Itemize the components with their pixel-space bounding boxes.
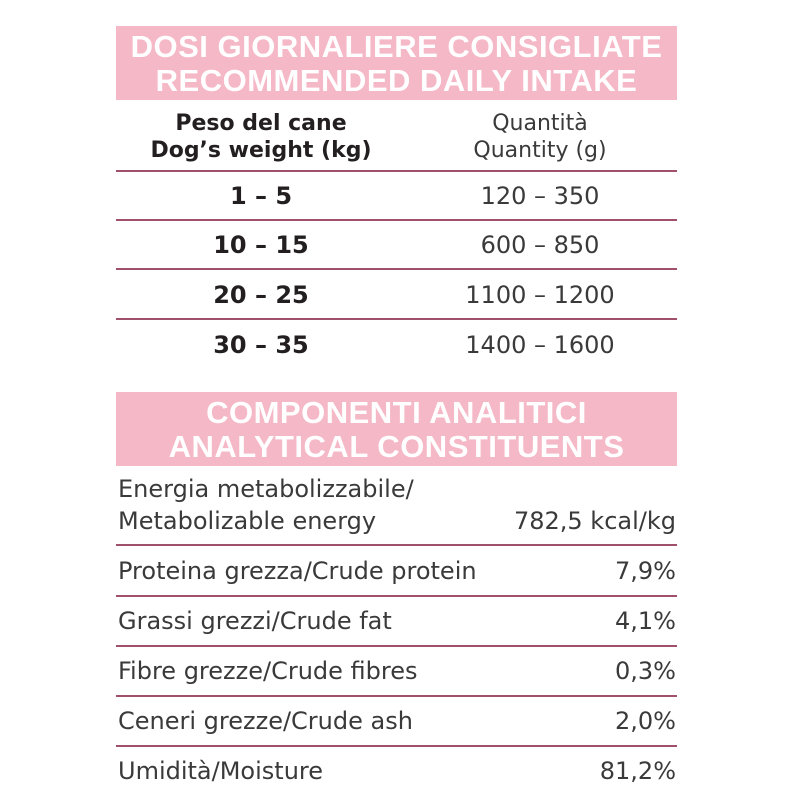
quantity-header-en: Quantity (g) bbox=[473, 138, 607, 163]
quantity-column-header bbox=[400, 110, 680, 164]
constituent-value: 0,3% bbox=[615, 657, 676, 685]
dosage-weight: 1 – 5 bbox=[229, 182, 293, 210]
divider bbox=[116, 544, 677, 546]
dosage-row bbox=[116, 172, 677, 220]
analytical-title-band bbox=[116, 392, 677, 466]
quantity-header-it: Quantità bbox=[492, 111, 588, 136]
energy-label-line2: Metabolizable energy bbox=[118, 507, 377, 535]
dosage-row bbox=[116, 321, 677, 369]
dosage-row bbox=[116, 221, 677, 269]
dosage-title-band bbox=[116, 26, 677, 100]
dosage-weight: 30 – 35 bbox=[213, 331, 309, 359]
constituent-value: 7,9% bbox=[615, 557, 676, 585]
divider bbox=[116, 318, 677, 320]
constituent-row bbox=[118, 547, 676, 595]
weight-header-en: Dog’s weight (kg) bbox=[150, 138, 372, 163]
energy-value: 782,5 kcal/kg bbox=[513, 507, 676, 535]
constituent-row bbox=[118, 597, 676, 645]
dosage-quantity: 600 – 850 bbox=[480, 231, 600, 259]
constituent-row bbox=[118, 747, 676, 795]
divider bbox=[116, 268, 677, 270]
dosage-quantity: 1100 – 1200 bbox=[465, 281, 615, 309]
weight-column-header bbox=[116, 110, 406, 164]
analytical-title-en: ANALYTICAL CONSTITUENTS bbox=[168, 429, 625, 464]
dosage-weight: 10 – 15 bbox=[213, 231, 309, 259]
constituent-row-energy bbox=[118, 472, 676, 542]
constituent-label: Umidità/Moisture bbox=[118, 757, 324, 785]
constituent-label: Grassi grezzi/Crude fat bbox=[118, 607, 392, 635]
constituent-value: 4,1% bbox=[615, 607, 676, 635]
dosage-title-en: RECOMMENDED DAILY INTAKE bbox=[155, 63, 638, 98]
dosage-weight: 20 – 25 bbox=[213, 281, 309, 309]
energy-label-line1: Energia metabolizzabile/ bbox=[118, 475, 414, 503]
dosage-quantity: 120 – 350 bbox=[480, 182, 600, 210]
dosage-row bbox=[116, 271, 677, 319]
analytical-title-it: COMPONENTI ANALITICI bbox=[206, 395, 587, 430]
constituent-row bbox=[118, 647, 676, 695]
dosage-title-it: DOSI GIORNALIERE CONSIGLIATE bbox=[130, 29, 663, 64]
constituent-value: 2,0% bbox=[615, 707, 676, 735]
constituent-label: Proteina grezza/Crude protein bbox=[118, 557, 477, 585]
constituent-label: Ceneri grezze/Crude ash bbox=[118, 707, 413, 735]
weight-header-it: Peso del cane bbox=[175, 111, 347, 136]
constituent-row bbox=[118, 697, 676, 745]
constituent-value: 81,2% bbox=[599, 757, 676, 785]
dosage-quantity: 1400 – 1600 bbox=[465, 331, 615, 359]
constituent-label: Fibre grezze/Crude fibres bbox=[118, 657, 418, 685]
